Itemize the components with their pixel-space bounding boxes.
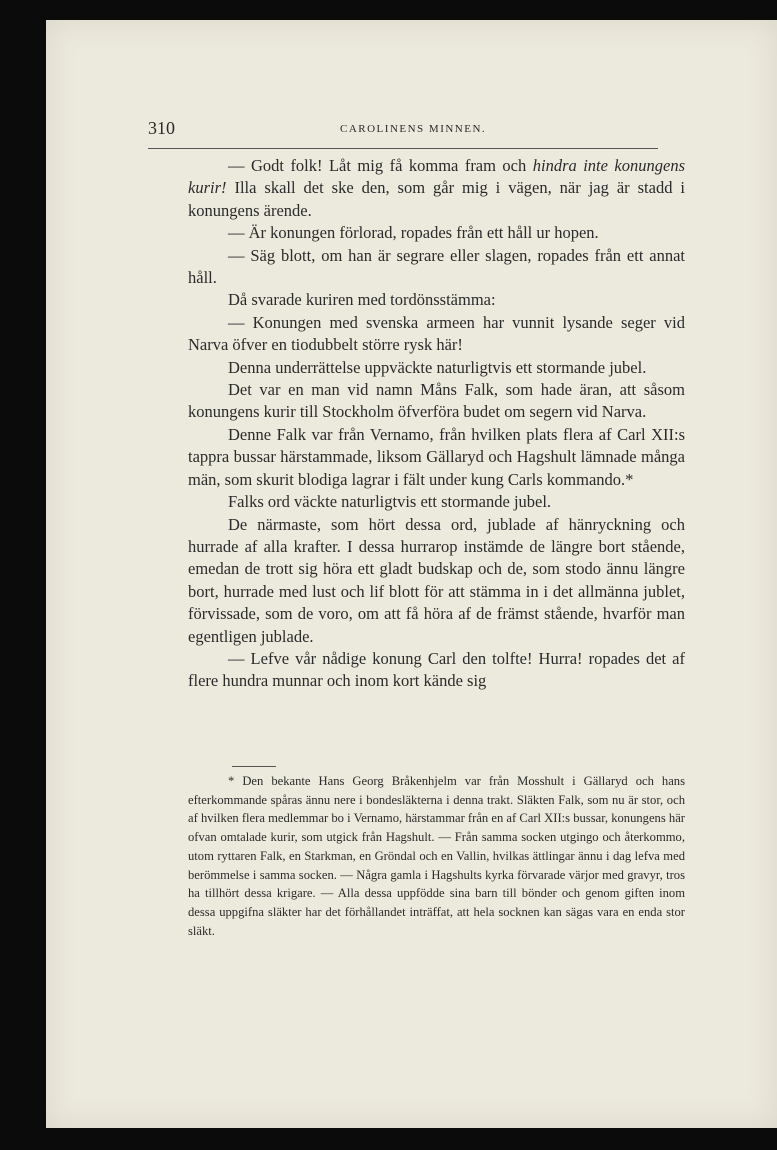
paragraph-2: — Är konungen förlorad, ropades från ett håll ur hopen. — [228, 223, 599, 243]
footnote: * Den bekante Hans Georg Bråkenhjelm var från Mosshult i Gällaryd och hans efterkommande spåras ännu nere i bondesläkterna i denna trakt. Släkten Falk, som nu är stor, och af hvilken flera medlemmar bo i Vernamo, härstammar från en af Carl XII:s bussar, konungens här ofvan omtalade kurir, som utgick från Hagshult. — Från samma socken utgingo och återkommo, utom ryttaren Falk, en Starkman, en Gröndal och en Vallin, hvilkas ättlingar ännu i dag lefva med berömmelse i samma socken. — Några gamla i Hagshults kyrka förvarade värjor med gravyr, tros ha tillhört dessa krigare. — Alla dessa uppfödde sina barn till bönder och genom giften inom dessa uppgifna släkter har det förhållandet inträffat, att hela socknen kan sägas vara en enda stor släkt. — [188, 774, 685, 938]
footnote-divider — [232, 766, 276, 767]
italic-phrase: hindra inte konungens kurir! — [188, 156, 685, 198]
paragraph-3: — Säg blott, om han är segrare eller slagen, ropades från ett annat håll. — [188, 245, 685, 288]
paragraph-1: — Godt folk! Låt mig få komma fram och hindra inte konungens kurir! Illa skall det ske den, som går mig i vägen, när jag är stadd i konungens ärende. — [188, 156, 685, 220]
page-header — [148, 118, 658, 149]
paragraph-7: Det var en man vid namn Måns Falk, som hade äran, att såsom konungens kurir till Stockholm öfverföra budet om segern vid Narva. — [188, 380, 685, 422]
running-title: CAROLINENS MINNEN. — [340, 123, 487, 135]
paragraph-5: — Konungen med svenska armeen har vunnit lysande seger vid Narva öfver en tiodubbelt större rysk här! — [188, 312, 685, 355]
page-number: 310 — [148, 118, 175, 138]
paragraph-6: Denna underrättelse uppväckte naturligtvis ett stormande jubel. — [228, 357, 647, 377]
paragraph-8: Denne Falk var från Vernamo, från hvilken plats flera af Carl XII:s tappra bussar härstammade, liksom Gällaryd och Hagshult lämnade många män, som skurit blodiga lagrar i fält under kung Carls kommando.* — [188, 424, 685, 489]
body-text — [188, 155, 685, 693]
paragraph-11: — Lefve vår nådige konung Carl den tolfte! Hurra! ropades det af flere hundra munnar och inom kort kände sig — [188, 648, 685, 691]
paragraph-4: Då svarade kuriren med tordönsstämma: — [228, 290, 496, 310]
paragraph-9: Falks ord väckte naturligtvis ett stormande jubel. — [228, 492, 552, 512]
footnotes — [188, 772, 685, 940]
paragraph-10: De närmaste, som hört dessa ord, jublade af hänryckning och hurrade af alla krafter. I dessa hurrarop instämde de längre bort stående, emedan de trott sig höra ett gladt budskap och de, som stodo ännu längre bort, hurrade med lust och lif blott för att stämma in i det allmänna jublet, förvissade, som de voro, om att få höra af de främst stående, hvarför man egentligen jublade. — [188, 514, 685, 646]
